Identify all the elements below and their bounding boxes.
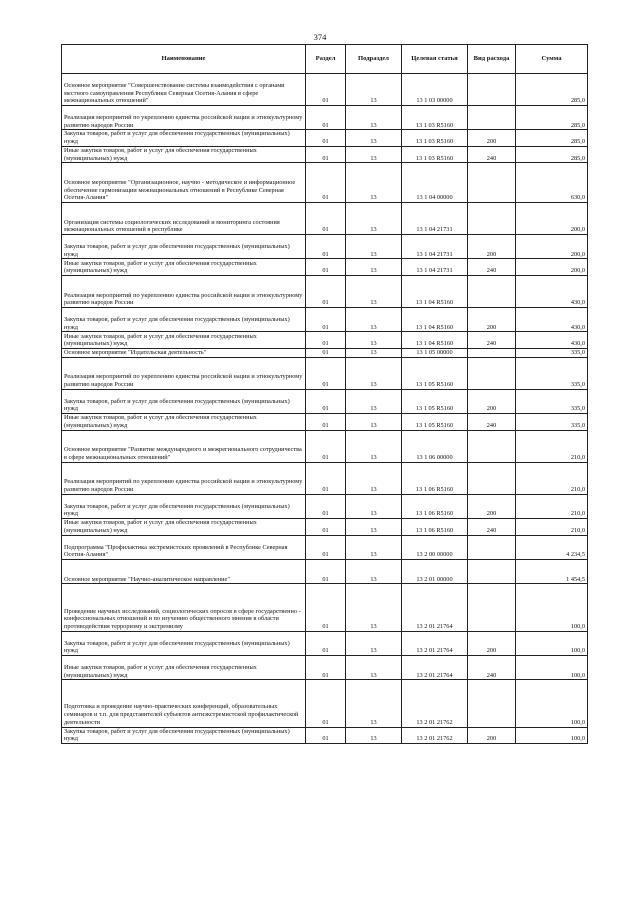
cell-sum: 430,0 <box>516 276 588 308</box>
cell-expense-type <box>468 357 516 389</box>
table-row <box>62 389 588 413</box>
cell-name: Иные закупки товаров, работ и услуг для обеспечения государственных (муниципальных) нужд <box>62 332 306 349</box>
cell-expense-type: 240 <box>468 332 516 349</box>
cell-target: 13 1 04 21731 <box>402 235 468 259</box>
table-row <box>62 276 588 308</box>
cell-expense-type <box>468 276 516 308</box>
cell-name: Реализация мероприятий по укреплению единства российской нации и этнокультурному развитию народов России <box>62 462 306 494</box>
cell-name: Закупка товаров, работ и услуг для обеспечения государственных (муниципальных) нужд <box>62 494 306 518</box>
cell-target: 13 2 01 00000 <box>402 559 468 583</box>
cell-name: Закупка товаров, работ и услуг для обеспечения государственных (муниципальных) нужд <box>62 727 306 744</box>
table-row <box>62 74 588 106</box>
cell-expense-type <box>468 535 516 559</box>
table-row <box>62 494 588 518</box>
cell-name: Основное мероприятие "Организационное, научно - методическое и информационное обеспечение гармонизации межнациональных отношений в Республике Северная Осетия-Алания" <box>62 163 306 203</box>
cell-sum: 200,0 <box>516 203 588 235</box>
cell-name: Организация системы социологических исследований и мониторинга состояния межнациональных отношений в республике <box>62 203 306 235</box>
cell-sum: 630,0 <box>516 163 588 203</box>
header-subsection: Подраздел <box>346 45 402 74</box>
cell-name: Реализация мероприятий по укреплению единства российской нации и этнокультурному развитию народов России <box>62 106 306 130</box>
cell-name: Основное мероприятие "Научно-аналитическое направление" <box>62 559 306 583</box>
cell-section: 01 <box>306 357 346 389</box>
cell-sum: 4 234,5 <box>516 535 588 559</box>
cell-sum: 335,0 <box>516 348 588 357</box>
cell-name: Закупка товаров, работ и услуг для обеспечения государственных (муниципальных) нужд <box>62 631 306 655</box>
cell-expense-type: 240 <box>468 259 516 276</box>
cell-section: 01 <box>306 146 346 163</box>
cell-subsection: 13 <box>346 203 402 235</box>
cell-section: 01 <box>306 259 346 276</box>
cell-target: 13 1 04 00000 <box>402 163 468 203</box>
cell-target: 13 1 03 R5160 <box>402 130 468 147</box>
cell-sum: 200,0 <box>516 235 588 259</box>
cell-target: 13 1 06 R5160 <box>402 494 468 518</box>
table-row <box>62 146 588 163</box>
cell-subsection: 13 <box>346 146 402 163</box>
cell-target: 13 2 00 00000 <box>402 535 468 559</box>
cell-subsection: 13 <box>346 535 402 559</box>
cell-expense-type <box>468 430 516 462</box>
header-name: Наименование <box>62 45 306 74</box>
cell-expense-type <box>468 74 516 106</box>
cell-name: Закупка товаров, работ и услуг для обеспечения государственных (муниципальных) нужд <box>62 130 306 147</box>
cell-expense-type: 200 <box>468 631 516 655</box>
cell-section: 01 <box>306 163 346 203</box>
cell-subsection: 13 <box>346 462 402 494</box>
cell-sum: 210,0 <box>516 494 588 518</box>
cell-section: 01 <box>306 276 346 308</box>
table-row <box>62 203 588 235</box>
cell-subsection: 13 <box>346 655 402 679</box>
cell-target: 13 1 05 00000 <box>402 348 468 357</box>
cell-target: 13 1 04 R5160 <box>402 308 468 332</box>
cell-section: 01 <box>306 535 346 559</box>
header-sum: Сумма <box>516 45 588 74</box>
cell-sum: 430,0 <box>516 332 588 349</box>
cell-name: Иные закупки товаров, работ и услуг для обеспечения государственных (муниципальных) нужд <box>62 414 306 431</box>
cell-section: 01 <box>306 235 346 259</box>
cell-section: 01 <box>306 631 346 655</box>
cell-target: 13 1 06 R5160 <box>402 462 468 494</box>
table-row <box>62 130 588 147</box>
cell-name: Закупка товаров, работ и услуг для обеспечения государственных (муниципальных) нужд <box>62 235 306 259</box>
cell-subsection: 13 <box>346 414 402 431</box>
cell-subsection: 13 <box>346 308 402 332</box>
cell-section: 01 <box>306 494 346 518</box>
cell-section: 01 <box>306 680 346 727</box>
cell-target: 13 1 06 00000 <box>402 430 468 462</box>
cell-sum: 210,0 <box>516 519 588 536</box>
cell-section: 01 <box>306 130 346 147</box>
cell-expense-type: 200 <box>468 389 516 413</box>
cell-subsection: 13 <box>346 74 402 106</box>
cell-name: Подпрограмма "Профилактика экстремистских проявлений в Республике Северная Осетия-Алания" <box>62 535 306 559</box>
cell-section: 01 <box>306 519 346 536</box>
table-row <box>62 559 588 583</box>
cell-section: 01 <box>306 430 346 462</box>
cell-target: 13 2 01 21762 <box>402 727 468 744</box>
cell-sum: 100,0 <box>516 655 588 679</box>
cell-name: Проведение научных исследований, социологических опросов в сфере государственно - конфессиональных отношений и по изучению общественного мнения в области противодействия терроризму и экстремизму <box>62 584 306 631</box>
cell-name: Закупка товаров, работ и услуг для обеспечения государственных (муниципальных) нужд <box>62 308 306 332</box>
cell-name: Реализация мероприятий по укреплению единства российской нации и этнокультурному развитию народов России <box>62 276 306 308</box>
cell-sum: 210,0 <box>516 430 588 462</box>
cell-expense-type <box>468 348 516 357</box>
cell-section: 01 <box>306 655 346 679</box>
table-row <box>62 727 588 744</box>
cell-name: Иные закупки товаров, работ и услуг для обеспечения государственных (муниципальных) нужд <box>62 259 306 276</box>
cell-target: 13 1 04 R5160 <box>402 332 468 349</box>
cell-expense-type: 240 <box>468 655 516 679</box>
page-number: 374 <box>313 32 327 42</box>
cell-sum: 335,0 <box>516 414 588 431</box>
cell-name: Иные закупки товаров, работ и услуг для обеспечения государственных (муниципальных) нужд <box>62 519 306 536</box>
cell-section: 01 <box>306 308 346 332</box>
table-row <box>62 535 588 559</box>
cell-target: 13 1 03 00000 <box>402 74 468 106</box>
cell-name: Иные закупки товаров, работ и услуг для обеспечения государственных (муниципальных) нужд <box>62 146 306 163</box>
cell-sum: 1 454,5 <box>516 559 588 583</box>
cell-section: 01 <box>306 584 346 631</box>
cell-expense-type <box>468 203 516 235</box>
budget-table <box>61 44 588 744</box>
cell-section: 01 <box>306 332 346 349</box>
cell-subsection: 13 <box>346 389 402 413</box>
cell-expense-type <box>468 163 516 203</box>
cell-sum: 200,0 <box>516 259 588 276</box>
cell-sum: 285,0 <box>516 146 588 163</box>
cell-target: 13 1 04 21731 <box>402 259 468 276</box>
cell-subsection: 13 <box>346 332 402 349</box>
cell-sum: 100,0 <box>516 584 588 631</box>
cell-section: 01 <box>306 74 346 106</box>
cell-section: 01 <box>306 389 346 413</box>
cell-expense-type <box>468 462 516 494</box>
cell-target: 13 2 01 21764 <box>402 655 468 679</box>
cell-subsection: 13 <box>346 430 402 462</box>
cell-target: 13 1 04 R5160 <box>402 276 468 308</box>
table-row <box>62 631 588 655</box>
cell-target: 13 1 04 21731 <box>402 203 468 235</box>
table-row <box>62 357 588 389</box>
cell-section: 01 <box>306 559 346 583</box>
cell-expense-type: 240 <box>468 414 516 431</box>
cell-sum: 100,0 <box>516 727 588 744</box>
cell-target: 13 1 05 R5160 <box>402 389 468 413</box>
table-row <box>62 414 588 431</box>
cell-section: 01 <box>306 348 346 357</box>
cell-section: 01 <box>306 462 346 494</box>
cell-target: 13 1 05 R5160 <box>402 414 468 431</box>
cell-target: 13 1 03 R5160 <box>402 146 468 163</box>
cell-sum: 285,0 <box>516 106 588 130</box>
cell-expense-type: 200 <box>468 494 516 518</box>
cell-section: 01 <box>306 203 346 235</box>
cell-expense-type: 200 <box>468 130 516 147</box>
cell-target: 13 1 06 R5160 <box>402 519 468 536</box>
table-row <box>62 584 588 631</box>
cell-subsection: 13 <box>346 276 402 308</box>
cell-subsection: 13 <box>346 680 402 727</box>
cell-expense-type: 240 <box>468 146 516 163</box>
table-row <box>62 655 588 679</box>
cell-expense-type: 240 <box>468 519 516 536</box>
cell-name: Закупка товаров, работ и услуг для обеспечения государственных (муниципальных) нужд <box>62 389 306 413</box>
cell-section: 01 <box>306 727 346 744</box>
cell-target: 13 2 01 21762 <box>402 680 468 727</box>
cell-sum: 100,0 <box>516 680 588 727</box>
table-row <box>62 308 588 332</box>
table-row <box>62 430 588 462</box>
table-row <box>62 332 588 349</box>
cell-subsection: 13 <box>346 584 402 631</box>
cell-subsection: 13 <box>346 130 402 147</box>
cell-expense-type <box>468 680 516 727</box>
table-row <box>62 519 588 536</box>
cell-expense-type: 200 <box>468 727 516 744</box>
cell-expense-type: 200 <box>468 235 516 259</box>
cell-subsection: 13 <box>346 235 402 259</box>
table-header-row <box>62 45 588 74</box>
cell-expense-type: 200 <box>468 308 516 332</box>
cell-subsection: 13 <box>346 348 402 357</box>
header-target: Целевая статья <box>402 45 468 74</box>
cell-section: 01 <box>306 106 346 130</box>
cell-name: Основное мероприятие "Издательская деятельность" <box>62 348 306 357</box>
cell-sum: 430,0 <box>516 308 588 332</box>
cell-name: Иные закупки товаров, работ и услуг для обеспечения государственных (муниципальных) нужд <box>62 655 306 679</box>
cell-subsection: 13 <box>346 727 402 744</box>
cell-subsection: 13 <box>346 357 402 389</box>
cell-expense-type <box>468 106 516 130</box>
header-expense-type: Вид расхода <box>468 45 516 74</box>
cell-sum: 285,0 <box>516 74 588 106</box>
cell-sum: 210,0 <box>516 462 588 494</box>
cell-sum: 335,0 <box>516 389 588 413</box>
cell-name: Основное мероприятие "Развитие международного и межрегионального сотрудничества в сфере межнациональных отношений" <box>62 430 306 462</box>
cell-subsection: 13 <box>346 106 402 130</box>
cell-name: Реализация мероприятий по укреплению единства российской нации и этнокультурному развитию народов России <box>62 357 306 389</box>
cell-sum: 285,0 <box>516 130 588 147</box>
cell-target: 13 2 01 21764 <box>402 584 468 631</box>
cell-subsection: 13 <box>346 494 402 518</box>
cell-target: 13 2 01 21764 <box>402 631 468 655</box>
cell-target: 13 1 03 R5160 <box>402 106 468 130</box>
cell-subsection: 13 <box>346 259 402 276</box>
cell-expense-type <box>468 584 516 631</box>
cell-subsection: 13 <box>346 163 402 203</box>
cell-sum: 335,0 <box>516 357 588 389</box>
table-row <box>62 680 588 727</box>
cell-subsection: 13 <box>346 559 402 583</box>
table-row <box>62 348 588 357</box>
cell-expense-type <box>468 559 516 583</box>
table-row <box>62 259 588 276</box>
table-row <box>62 462 588 494</box>
cell-subsection: 13 <box>346 631 402 655</box>
cell-subsection: 13 <box>346 519 402 536</box>
cell-section: 01 <box>306 414 346 431</box>
table-row <box>62 163 588 203</box>
cell-sum: 100,0 <box>516 631 588 655</box>
cell-target: 13 1 05 R5160 <box>402 357 468 389</box>
table-row <box>62 106 588 130</box>
table-row <box>62 235 588 259</box>
cell-name: Подготовка и проведение научно-практических конференций, образовательных семинаров и т.п. для представителей субъектов антиэкстремистской профилактической деятельности <box>62 680 306 727</box>
header-section: Раздел <box>306 45 346 74</box>
cell-name: Основное мероприятие "Совершенствование системы взаимодействия с органами местного самоуправления Республики Северная Осетия-Алания в сфере межнациональных отношений" <box>62 74 306 106</box>
